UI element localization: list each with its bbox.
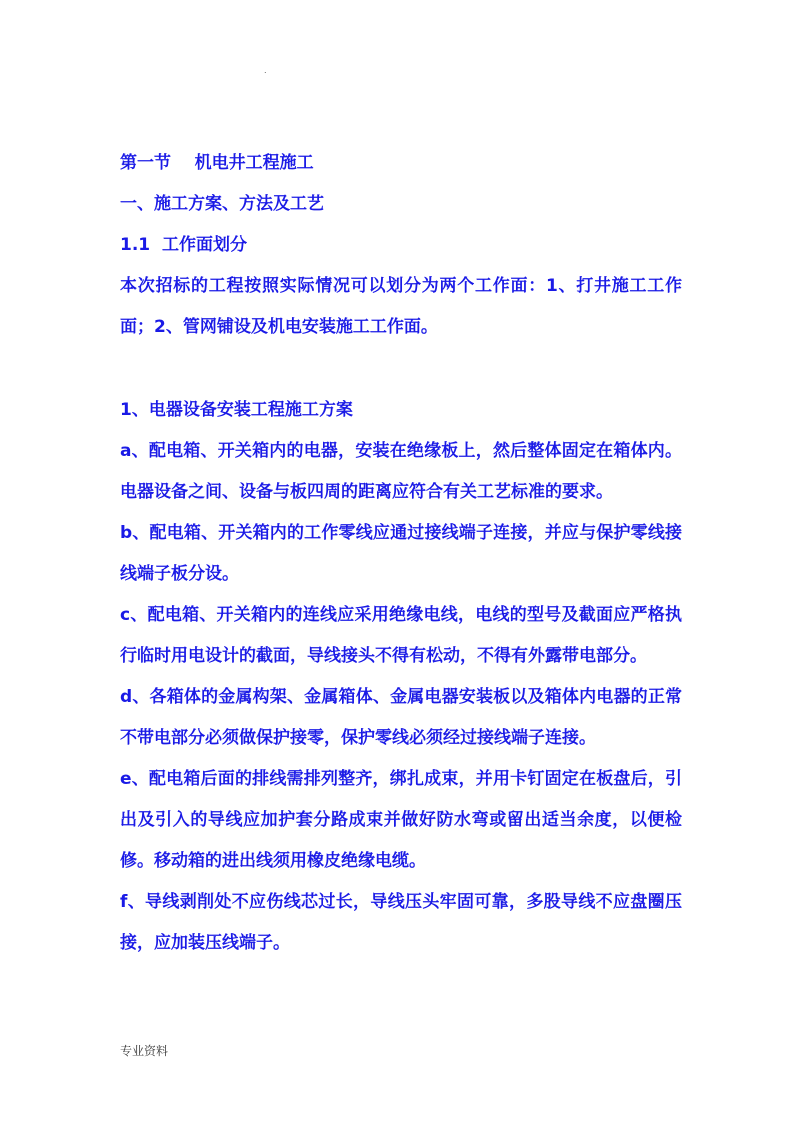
subheading-electrical: 1、电器设备安装工程施工方案	[120, 400, 353, 420]
item-a: a、配电箱、开关箱内的电器，安装在绝缘板上，然后整体固定在箱体内。电器设备之间、设备与板四周的距离应符合有关工艺标准的要求。	[120, 441, 682, 502]
page-footer: 专业资料	[120, 1044, 169, 1058]
intro-paragraph: 本次招标的工程按照实际情况可以划分为两个工作面：1、打井施工工作面；2、管网铺设及机电安装施工工作面。	[120, 276, 682, 337]
header-mark: .	[264, 66, 267, 75]
section-title: 第一节 机电井工程施工	[120, 153, 314, 173]
item-c: c、配电箱、开关箱内的连线应采用绝缘电线，电线的型号及截面应严格执行临时用电设计的截面，导线接头不得有松动，不得有外露带电部分。	[120, 605, 682, 666]
spacer	[120, 348, 682, 390]
item-d: d、各箱体的金属构架、金属箱体、金属电器安装板以及箱体内电器的正常不带电部分必须做保护接零，保护零线必须经过接线端子连接。	[120, 687, 682, 748]
item-b: b、配电箱、开关箱内的工作零线应通过接线端子连接，并应与保护零线接线端子板分设。	[120, 523, 682, 584]
heading-work-division: 1.1 工作面划分	[120, 235, 247, 255]
document-body	[120, 143, 682, 964]
item-e: e、配电箱后面的排线需排列整齐，绑扎成束，并用卡钉固定在板盘后，引出及引入的导线应加护套分路成束并做好防水弯或留出适当余度，以便检修。移动箱的进出线须用橡皮绝缘电缆。	[120, 769, 682, 871]
item-f: f、导线剥削处不应伤线芯过长，导线压头牢固可靠，多股导线不应盘圈压接，应加装压线端子。	[120, 892, 682, 953]
heading-construction-plan: 一、施工方案、方法及工艺	[120, 194, 324, 214]
